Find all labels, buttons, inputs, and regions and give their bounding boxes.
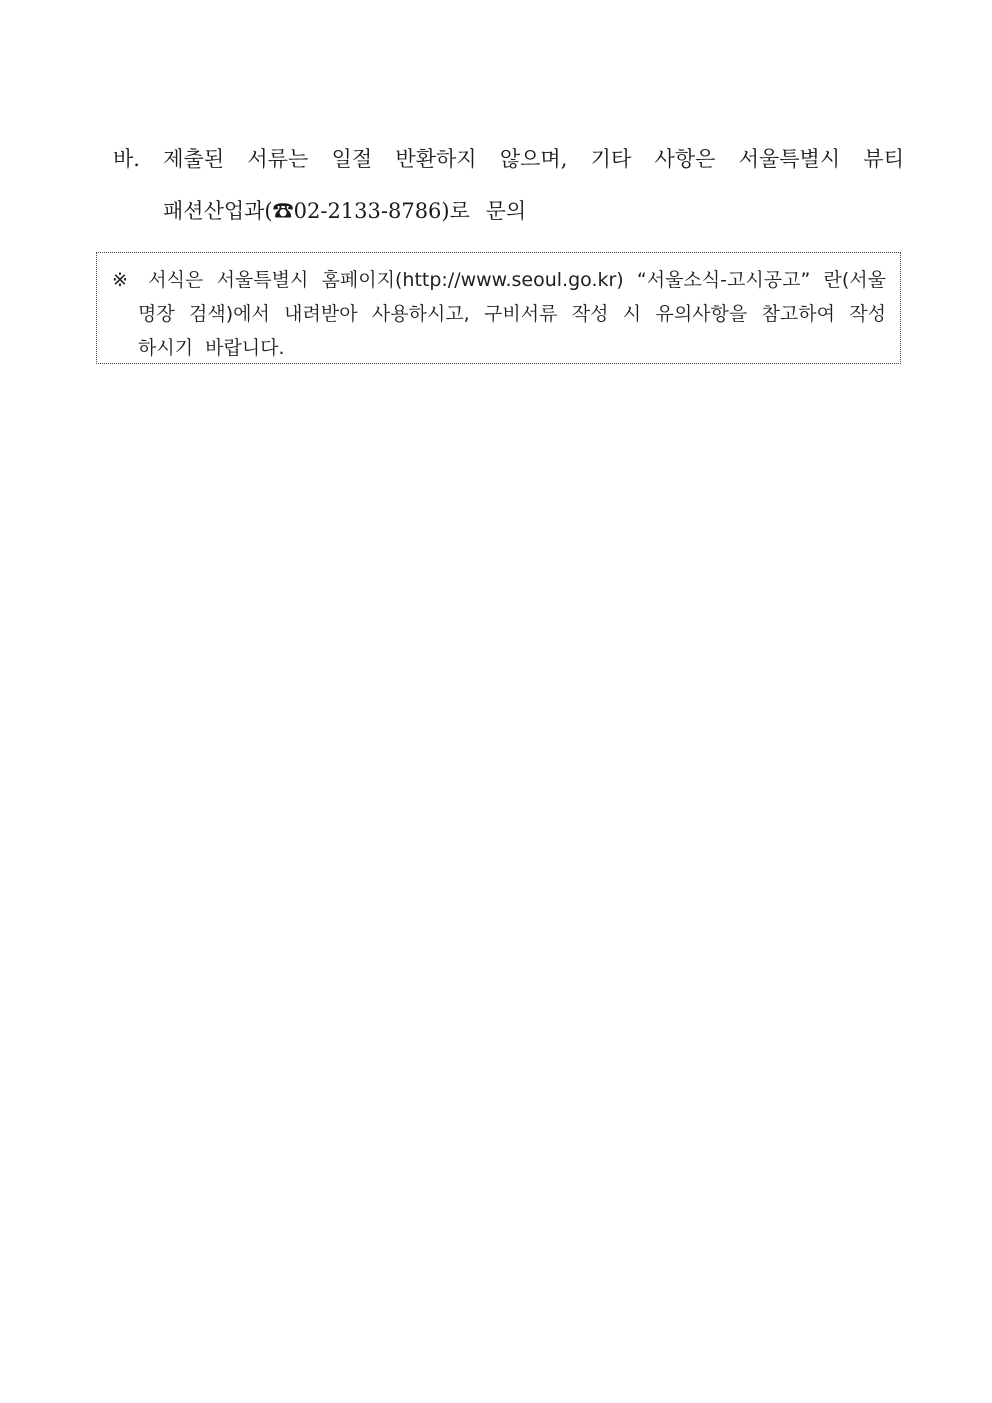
notice-box-line3: 하시기 바랍니다.: [138, 337, 285, 359]
notice-box-line1: ※ 서식은 서울특별시 홈페이지(http://www.seoul.go.kr) “서울소식-고시공고” 란(서울: [112, 269, 886, 291]
notice-box-line2: 명장 검색)에서 내려받아 사용하시고, 구비서류 작성 시 유의사항을 참고하여 작성: [138, 303, 886, 325]
paragraph-ba-line1: 바. 제출된 서류는 일절 반환하지 않으며, 기타 사항은 서울특별시 뷰티: [113, 147, 904, 171]
paragraph-ba-line2: 패션산업과(☎02-2133-8786)로 문의: [163, 199, 527, 223]
notice-box: [96, 252, 901, 364]
